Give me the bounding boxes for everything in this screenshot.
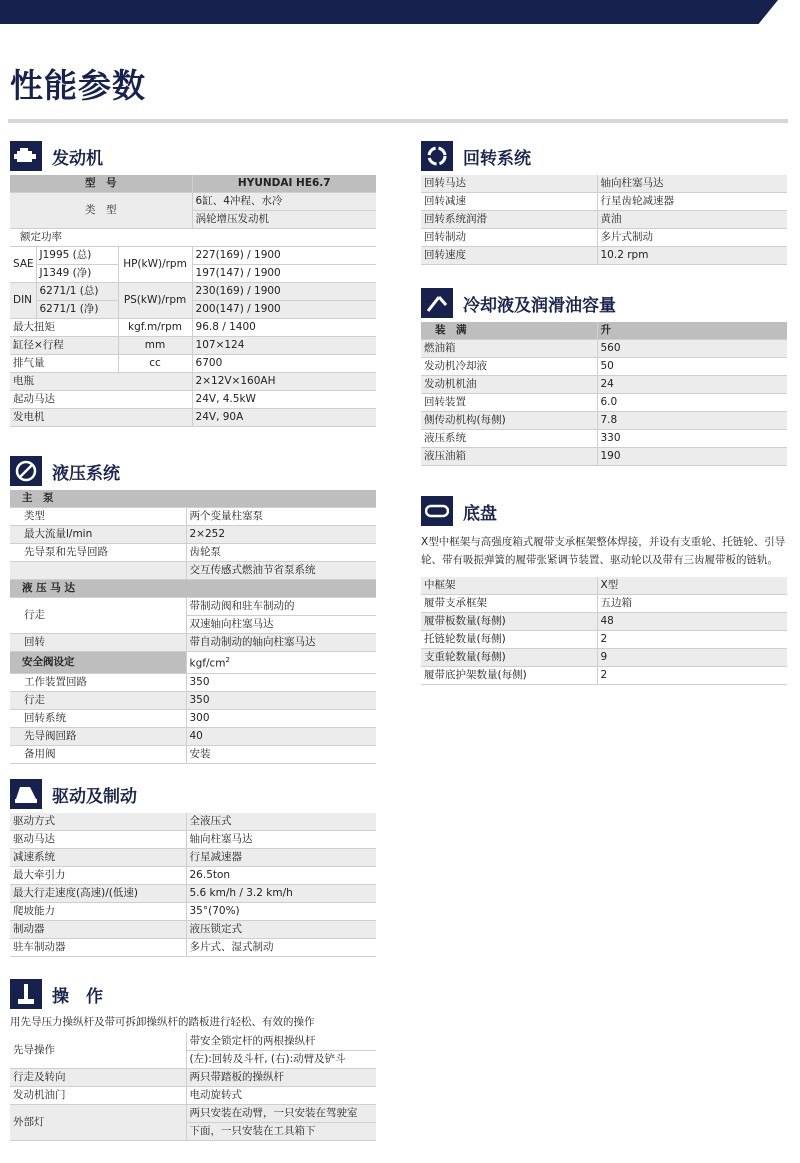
value: 下面，一只安装在工具箱下 [186, 1123, 376, 1141]
label: 发动机机油 [421, 376, 597, 394]
track-icon [421, 496, 453, 526]
label: 燃油箱 [421, 340, 597, 358]
label: 液压系统 [421, 430, 597, 448]
operation-section [10, 978, 376, 1141]
label: 排气量 [10, 355, 118, 373]
label: SAE [10, 247, 36, 283]
value: 5.6 km/h / 3.2 km/h [186, 885, 376, 903]
value: X型 [597, 577, 787, 595]
value: 全液压式 [186, 813, 376, 831]
engine-table [10, 175, 376, 427]
value: 35°(70%) [186, 903, 376, 921]
label: 电瓶 [10, 373, 192, 391]
label: 备用阀 [10, 745, 186, 763]
label: 回转 [10, 634, 186, 652]
value: 230(169) / 1900 [192, 283, 376, 301]
value: 多片式制动 [597, 229, 787, 247]
value: 330 [597, 430, 787, 448]
value: 涡轮增压发动机 [192, 211, 376, 229]
label: 履带板数量(每侧) [421, 613, 597, 631]
value: 双速轴向柱塞马达 [186, 616, 376, 634]
label: 爬坡能力 [10, 903, 186, 921]
value: 轴向柱塞马达 [597, 175, 787, 193]
label: 回转马达 [421, 175, 597, 193]
hydraulic-table [10, 490, 376, 764]
header-fill: 装 满 [421, 322, 597, 340]
label: 中框架 [421, 577, 597, 595]
drive-section [10, 778, 376, 957]
swing-icon [421, 141, 453, 171]
label: 发电机 [10, 409, 192, 427]
value: 10.2 rpm [597, 247, 787, 265]
value: 黄油 [597, 211, 787, 229]
label: 最大流量l/min [10, 526, 186, 544]
label: J1995 (总) [36, 247, 118, 265]
value: 107×124 [192, 337, 376, 355]
page-title: 性能参数 [10, 66, 146, 105]
value: 多片式、湿式制动 [186, 939, 376, 957]
value: 带制动阀和驻车制动的 [186, 598, 376, 616]
unit: kgf.m/rpm [118, 319, 192, 337]
value: 48 [597, 613, 787, 631]
subheader-main-pump: 主 泵 [10, 490, 376, 508]
label: 类型 [10, 508, 186, 526]
value: 200(147) / 1900 [192, 301, 376, 319]
value: 227(169) / 1900 [192, 247, 376, 265]
drive-table [10, 813, 376, 957]
operation-desc: 用先导压力操纵杆及带可拆卸操纵杆的踏板进行轻松、有效的操作 [10, 1016, 315, 1028]
label: J1349 (净) [36, 265, 118, 283]
label: 履带底护架数量(每侧) [421, 667, 597, 685]
label: 回转制动 [421, 229, 597, 247]
unit: kgf/cm [189, 657, 226, 670]
engine-section [10, 140, 376, 427]
drive-icon [10, 779, 42, 809]
undercarriage-title: 底盘 [463, 503, 497, 524]
unit: mm [118, 337, 192, 355]
value: 24V, 4.5kW [192, 391, 376, 409]
label: 先导阀回路 [10, 727, 186, 745]
drive-title: 驱动及制动 [52, 786, 137, 807]
value: 交互传感式燃油节省泵系统 [186, 562, 376, 580]
label: 起动马达 [10, 391, 192, 409]
label: 行走 [10, 598, 186, 634]
swing-section [421, 140, 787, 265]
value: 两个变量柱塞泵 [186, 508, 376, 526]
label: 最大牵引力 [10, 867, 186, 885]
value: 2 [597, 631, 787, 649]
unit: cc [118, 355, 192, 373]
label: 支重轮数量(每侧) [421, 649, 597, 667]
label: 液压油箱 [421, 448, 597, 466]
swing-table [421, 175, 787, 265]
value: (左):回转及斗杆, (右):动臂及铲斗 [186, 1051, 376, 1069]
label: 制动器 [10, 921, 186, 939]
label: DIN [10, 283, 36, 319]
label: 减速系统 [10, 849, 186, 867]
value: 190 [597, 448, 787, 466]
pump-icon [10, 456, 42, 486]
hydraulic-title: 液压系统 [52, 463, 120, 484]
label: 行走及转向 [10, 1069, 186, 1087]
label: 回转装置 [421, 394, 597, 412]
unit-sup: 2 [225, 656, 230, 664]
label-type: 类 型 [10, 193, 192, 229]
header-liter: 升 [597, 322, 787, 340]
value: 6700 [192, 355, 376, 373]
label: 发动机冷却液 [421, 358, 597, 376]
value: 2 [597, 667, 787, 685]
fluid-icon [421, 288, 453, 318]
value: 2×252 [186, 526, 376, 544]
hydraulic-section [10, 455, 376, 764]
label: 托链轮数量(每侧) [421, 631, 597, 649]
engine-icon [10, 141, 42, 171]
label: 回转速度 [421, 247, 597, 265]
label: 回转系统 [10, 709, 186, 727]
label: 6271/1 (总) [36, 283, 118, 301]
label: 驻车制动器 [10, 939, 186, 957]
coolant-table [421, 322, 787, 466]
label: HP(kW)/rpm [118, 247, 192, 283]
value: 350 [186, 691, 376, 709]
label: 缸径×行程 [10, 337, 118, 355]
value: 6.0 [597, 394, 787, 412]
value: 7.8 [597, 412, 787, 430]
undercarriage-desc: X型中框架与高强度箱式履带支承框架整体焊接，并设有支重轮、托链轮、引导轮、带有吸振弹簧的履带张紧调节装置、驱动轮以及带有三齿履带板的链轨。 [421, 536, 786, 566]
label: 回转系统润滑 [421, 211, 597, 229]
value: 2×12V×160AH [192, 373, 376, 391]
label: 6271/1 (净) [36, 301, 118, 319]
value: 9 [597, 649, 787, 667]
value: 24V, 90A [192, 409, 376, 427]
value: 电动旋转式 [186, 1087, 376, 1105]
lever-icon [10, 979, 42, 1009]
undercarriage-section [421, 495, 787, 685]
value: 两只带踏板的操纵杆 [186, 1069, 376, 1087]
value: 26.5ton [186, 867, 376, 885]
value: 350 [186, 673, 376, 691]
label: 工作装置回路 [10, 673, 186, 691]
top-banner [0, 0, 778, 24]
coolant-title: 冷却液及润滑油容量 [463, 295, 616, 316]
value: 带安全锁定杆的两根操纵杆 [186, 1033, 376, 1051]
value: 197(147) / 1900 [192, 265, 376, 283]
label: 回转减速 [421, 193, 597, 211]
label: PS(kW)/rpm [118, 283, 192, 319]
swing-title: 回转系统 [463, 148, 531, 169]
value: 24 [597, 376, 787, 394]
label: 侧传动机构(每侧) [421, 412, 597, 430]
value: 50 [597, 358, 787, 376]
value: 齿轮泵 [186, 544, 376, 562]
value: 560 [597, 340, 787, 358]
value: 轴向柱塞马达 [186, 831, 376, 849]
header-model: 型 号 [10, 175, 192, 193]
value: 6缸、4冲程、水冷 [192, 193, 376, 211]
label: 外部灯 [10, 1105, 186, 1141]
label: 先导操作 [10, 1033, 186, 1069]
undercarriage-table [421, 577, 787, 685]
value: 五边箱 [597, 595, 787, 613]
value: 300 [186, 709, 376, 727]
subheader-hydraulic-motor: 液 压 马 达 [10, 580, 376, 598]
value: 两只安装在动臂，一只安装在驾驶室 [186, 1105, 376, 1123]
value: 96.8 / 1400 [192, 319, 376, 337]
value: 安装 [186, 745, 376, 763]
engine-title: 发动机 [52, 148, 103, 169]
value: 液压锁定式 [186, 921, 376, 939]
label: 先导泵和先导回路 [10, 544, 186, 562]
engine-model: HYUNDAI HE6.7 [192, 175, 376, 193]
value: 40 [186, 727, 376, 745]
value: 行星齿轮减速器 [597, 193, 787, 211]
operation-table [10, 1033, 376, 1141]
label [10, 562, 186, 580]
label-rated-power: 额定功率 [10, 229, 376, 247]
label: 发动机油门 [10, 1087, 186, 1105]
value: 带自动制动的轴向柱塞马达 [186, 634, 376, 652]
divider [8, 119, 788, 123]
label: 驱动方式 [10, 813, 186, 831]
coolant-section [421, 287, 787, 466]
label: 行走 [10, 691, 186, 709]
subheader-relief-valve: 安全阀设定 [10, 652, 186, 674]
label: 最大行走速度(高速)/(低速) [10, 885, 186, 903]
label: 驱动马达 [10, 831, 186, 849]
value: 行星减速器 [186, 849, 376, 867]
operation-title: 操 作 [52, 986, 103, 1007]
label: 最大扭矩 [10, 319, 118, 337]
label: 履带支承框架 [421, 595, 597, 613]
